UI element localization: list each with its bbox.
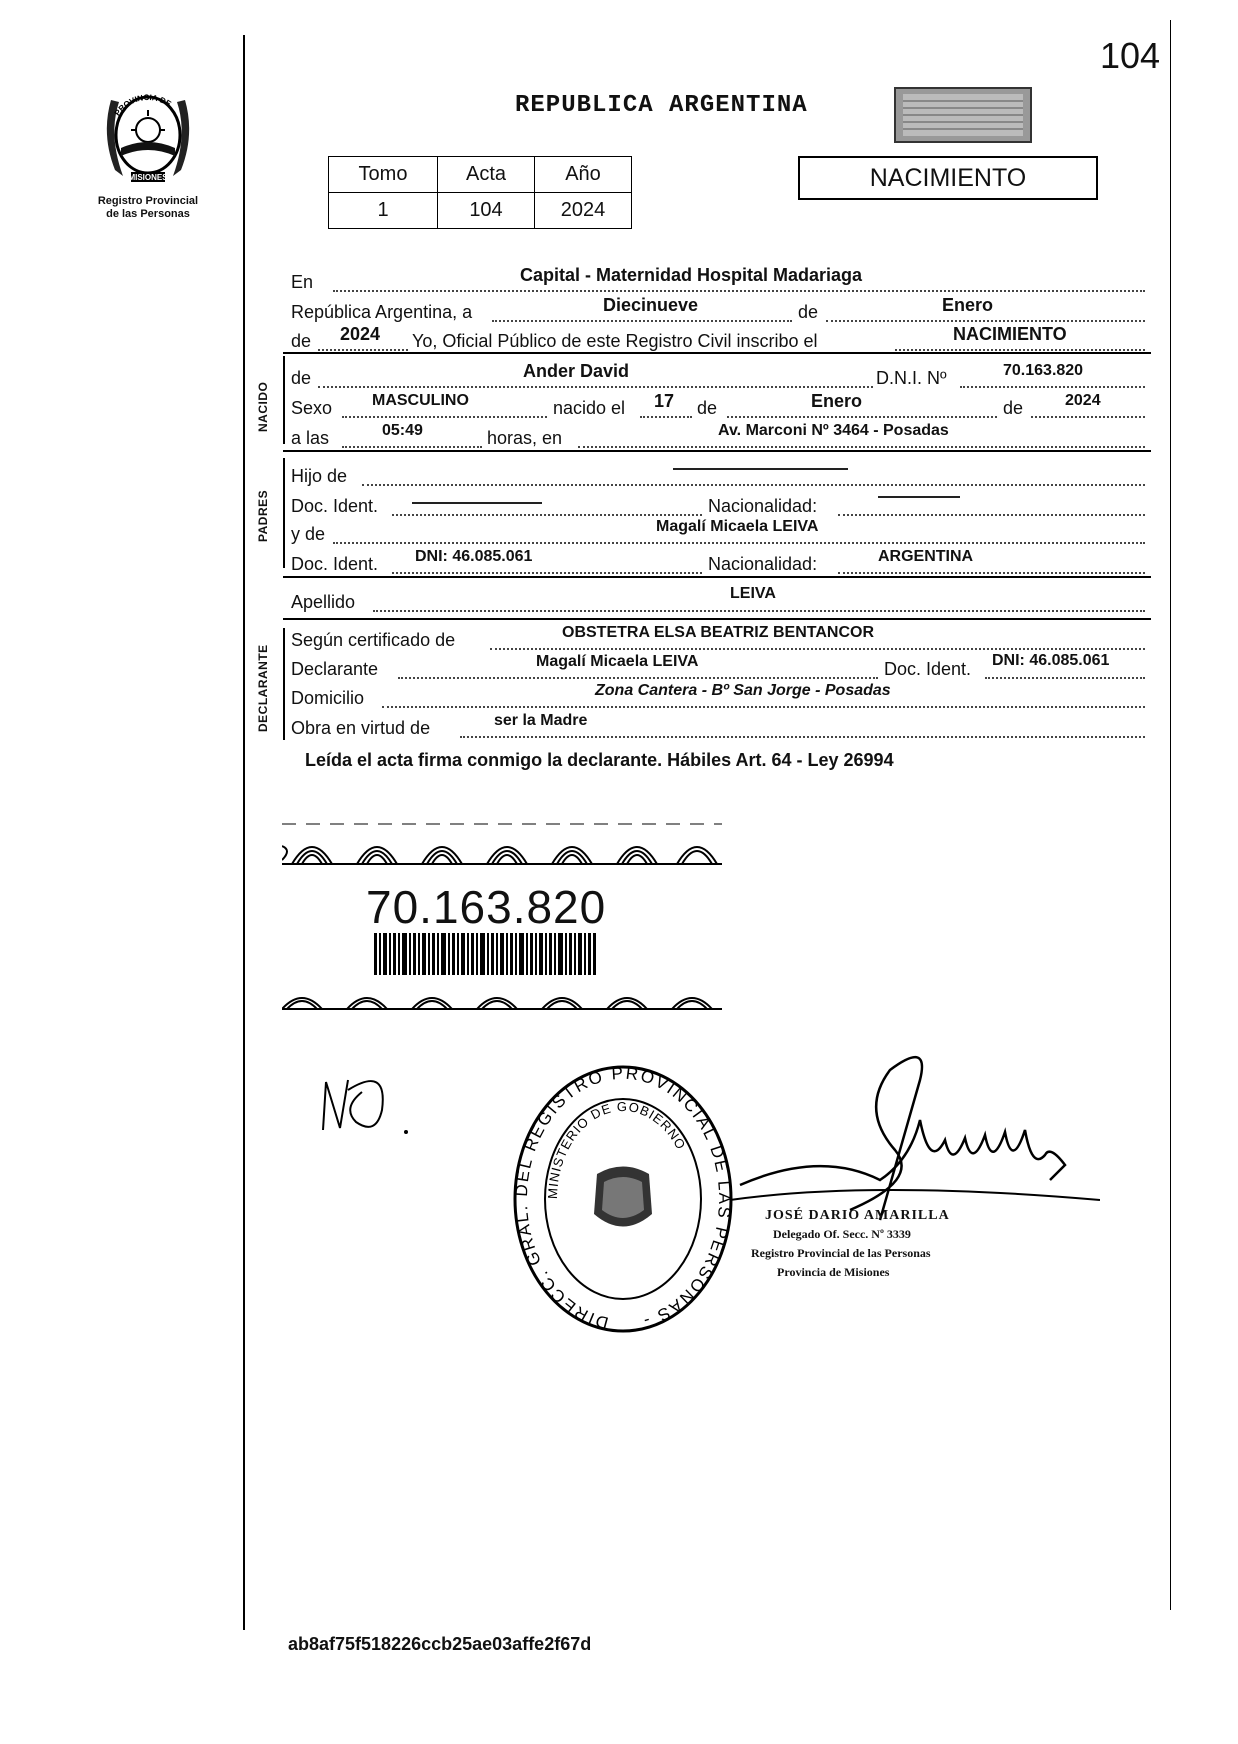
header-acta: Acta — [438, 157, 535, 193]
dotline — [985, 677, 1145, 679]
value-declarante: Magalí Micaela LEIVA — [536, 653, 699, 670]
value-lugar-inscripcion: Capital - Maternidad Hospital Madariaga — [520, 265, 863, 285]
value-anio-inscripcion: 2024 — [340, 324, 381, 344]
value-anio-nacimiento: 2024 — [1065, 392, 1101, 409]
value-acta: 104 — [438, 193, 535, 229]
dotline — [838, 514, 1145, 516]
value-dia-nacimiento: 17 — [654, 391, 675, 411]
label-declarante: Declarante — [291, 659, 379, 679]
label-apellido: Apellido — [291, 592, 356, 612]
value-mes-nacimiento: Enero — [811, 391, 863, 411]
value-dni-nacido: 70.163.820 — [1003, 362, 1084, 379]
label-nacionalidad-madre: Nacionalidad: — [708, 554, 818, 574]
document-title: REPUBLICA ARGENTINA — [515, 92, 808, 119]
svg-text:MINISTERIO DE GOBIERNO: MINISTERIO DE GOBIERNO — [544, 1098, 689, 1200]
label-de-anio-nac: de — [1003, 398, 1024, 418]
dotline — [826, 320, 1145, 322]
value-doc-declarante: DNI: 46.085.061 — [992, 652, 1110, 669]
value-madre-nombre: Magalí Micaela LEIVA — [656, 518, 819, 535]
value-madre-nacionalidad: ARGENTINA — [878, 548, 974, 565]
dotline — [342, 416, 547, 418]
value-lugar-nacimiento: Av. Marconi Nº 3464 - Posadas — [718, 422, 949, 439]
label-de-mes: de — [697, 398, 718, 418]
logo-caption-line1: Registro Provincial — [97, 195, 199, 207]
revenue-stamp-icon — [893, 86, 1033, 144]
label-horas-en: horas, en — [487, 428, 563, 448]
acta-table — [328, 156, 632, 229]
svg-text:PROVINCIA DE: PROVINCIA DE — [112, 92, 173, 118]
label-nacionalidad-padre: Nacionalidad: — [708, 496, 818, 516]
declarante-section-label: DECLARANTE — [256, 644, 270, 732]
registro-logo — [88, 80, 208, 221]
dotline — [342, 446, 482, 448]
header-anio: Año — [535, 157, 632, 193]
value-madre-doc: DNI: 46.085.061 — [415, 548, 533, 565]
value-sexo: MASCULINO — [372, 392, 469, 409]
label-de-nombre: de — [291, 368, 312, 388]
page-number: 104 — [1100, 35, 1161, 76]
right-margin-line — [1170, 20, 1171, 1610]
redaction-bar — [878, 496, 960, 498]
dotline — [392, 514, 702, 516]
label-obra-en-virtud: Obra en virtud de — [291, 718, 431, 738]
barcode-icon — [374, 933, 598, 975]
label-de: de — [798, 302, 819, 322]
label-dni: D.N.I. Nº — [876, 368, 947, 388]
declarant-signature — [318, 1070, 418, 1146]
value-hora: 05:49 — [382, 422, 423, 439]
dotline — [392, 572, 702, 574]
value-apellido: LEIVA — [730, 585, 776, 602]
section-divider — [283, 618, 1151, 620]
decorative-border-bottom — [282, 983, 722, 1011]
dotline — [318, 386, 873, 388]
declarante-sidebar — [283, 628, 285, 740]
official-name: JOSÉ DARIO AMARILLA — [765, 1208, 950, 1223]
value-nombre-nacido: Ander David — [523, 361, 630, 381]
dotline — [640, 416, 692, 418]
redaction-bar — [673, 468, 848, 470]
label-en: En — [291, 272, 314, 292]
label-y-de: y de — [291, 524, 326, 544]
record-type-box: NACIMIENTO — [798, 156, 1098, 200]
value-tomo: 1 — [329, 193, 438, 229]
label-doc-ident-declarante: Doc. Ident. — [884, 659, 972, 679]
dotline — [382, 706, 1145, 708]
label-nacido-el: nacido el — [553, 398, 626, 418]
padres-sidebar — [283, 458, 285, 568]
official-title: Delegado Of. Secc. Nº 3339 — [773, 1227, 911, 1241]
value-anio: 2024 — [535, 193, 632, 229]
header-tomo: Tomo — [329, 157, 438, 193]
dotline — [895, 349, 1145, 351]
label-doc-ident-madre: Doc. Ident. — [291, 554, 379, 574]
label-segun-certificado: Según certificado de — [291, 630, 456, 650]
padres-section-label: PADRES — [256, 489, 270, 542]
label-yo-oficial: Yo, Oficial Público de este Registro Civil inscribo el — [412, 331, 818, 351]
svg-text:DIRECC. GRAL. DEL REGISTRO PRO: DIRECC. GRAL. DEL REGISTRO PROVINCIAL DE LAS PERSONAS - — [512, 1064, 734, 1333]
official-stamp-text — [751, 1206, 950, 1282]
dotline — [373, 610, 1145, 612]
value-certificado: OBSTETRA ELSA BEATRIZ BENTANCOR — [562, 624, 874, 641]
dotline — [492, 320, 792, 322]
dotline — [1031, 416, 1145, 418]
dotline — [460, 736, 1145, 738]
dotline — [838, 572, 1145, 574]
left-margin-line — [243, 35, 245, 1630]
dotline — [398, 677, 878, 679]
closing-note: Leída el acta firma conmigo la declarante. Hábiles Art. 64 - Ley 26994 — [305, 750, 894, 770]
section-divider — [283, 352, 1151, 354]
label-doc-ident-padre: Doc. Ident. — [291, 496, 379, 516]
logo-caption-line2: de las Personas — [106, 208, 190, 220]
dotline — [362, 484, 1145, 486]
province-shield-icon — [93, 80, 203, 190]
value-inscribo: NACIMIENTO — [953, 324, 1067, 344]
label-de-anio: de — [291, 331, 312, 351]
value-dia-letras: Diecinueve — [603, 295, 699, 315]
document-hash: ab8af75f518226ccb25ae03affe2f67d — [288, 1634, 592, 1654]
dotline — [960, 386, 1145, 388]
label-republica: República Argentina, a — [291, 302, 473, 322]
dotline — [333, 290, 1145, 292]
dotline — [333, 542, 1145, 544]
official-province: Provincia de Misiones — [777, 1265, 890, 1279]
dotline — [490, 648, 1145, 650]
redaction-bar — [412, 502, 542, 504]
section-divider — [283, 576, 1151, 578]
section-divider — [283, 450, 1151, 452]
label-a-las: a las — [291, 428, 330, 448]
label-sexo: Sexo — [291, 398, 333, 418]
svg-text:MISIONES: MISIONES — [128, 173, 168, 182]
nacido-sidebar — [283, 356, 285, 444]
dotline — [578, 446, 1145, 448]
official-seal — [512, 1064, 734, 1334]
nacido-section-label: NACIDO — [256, 381, 270, 432]
decorative-border-top — [282, 820, 722, 868]
dotline — [318, 349, 408, 351]
value-obra-en-virtud: ser la Madre — [494, 712, 588, 729]
label-hijo-de: Hijo de — [291, 466, 348, 486]
value-domicilio: Zona Cantera - Bº San Jorge - Posadas — [595, 682, 891, 699]
dotline — [727, 416, 997, 418]
value-mes: Enero — [942, 295, 994, 315]
official-registry: Registro Provincial de las Personas — [751, 1246, 931, 1260]
label-domicilio: Domicilio — [291, 688, 365, 708]
dni-number-big: 70.163.820 — [366, 881, 607, 933]
